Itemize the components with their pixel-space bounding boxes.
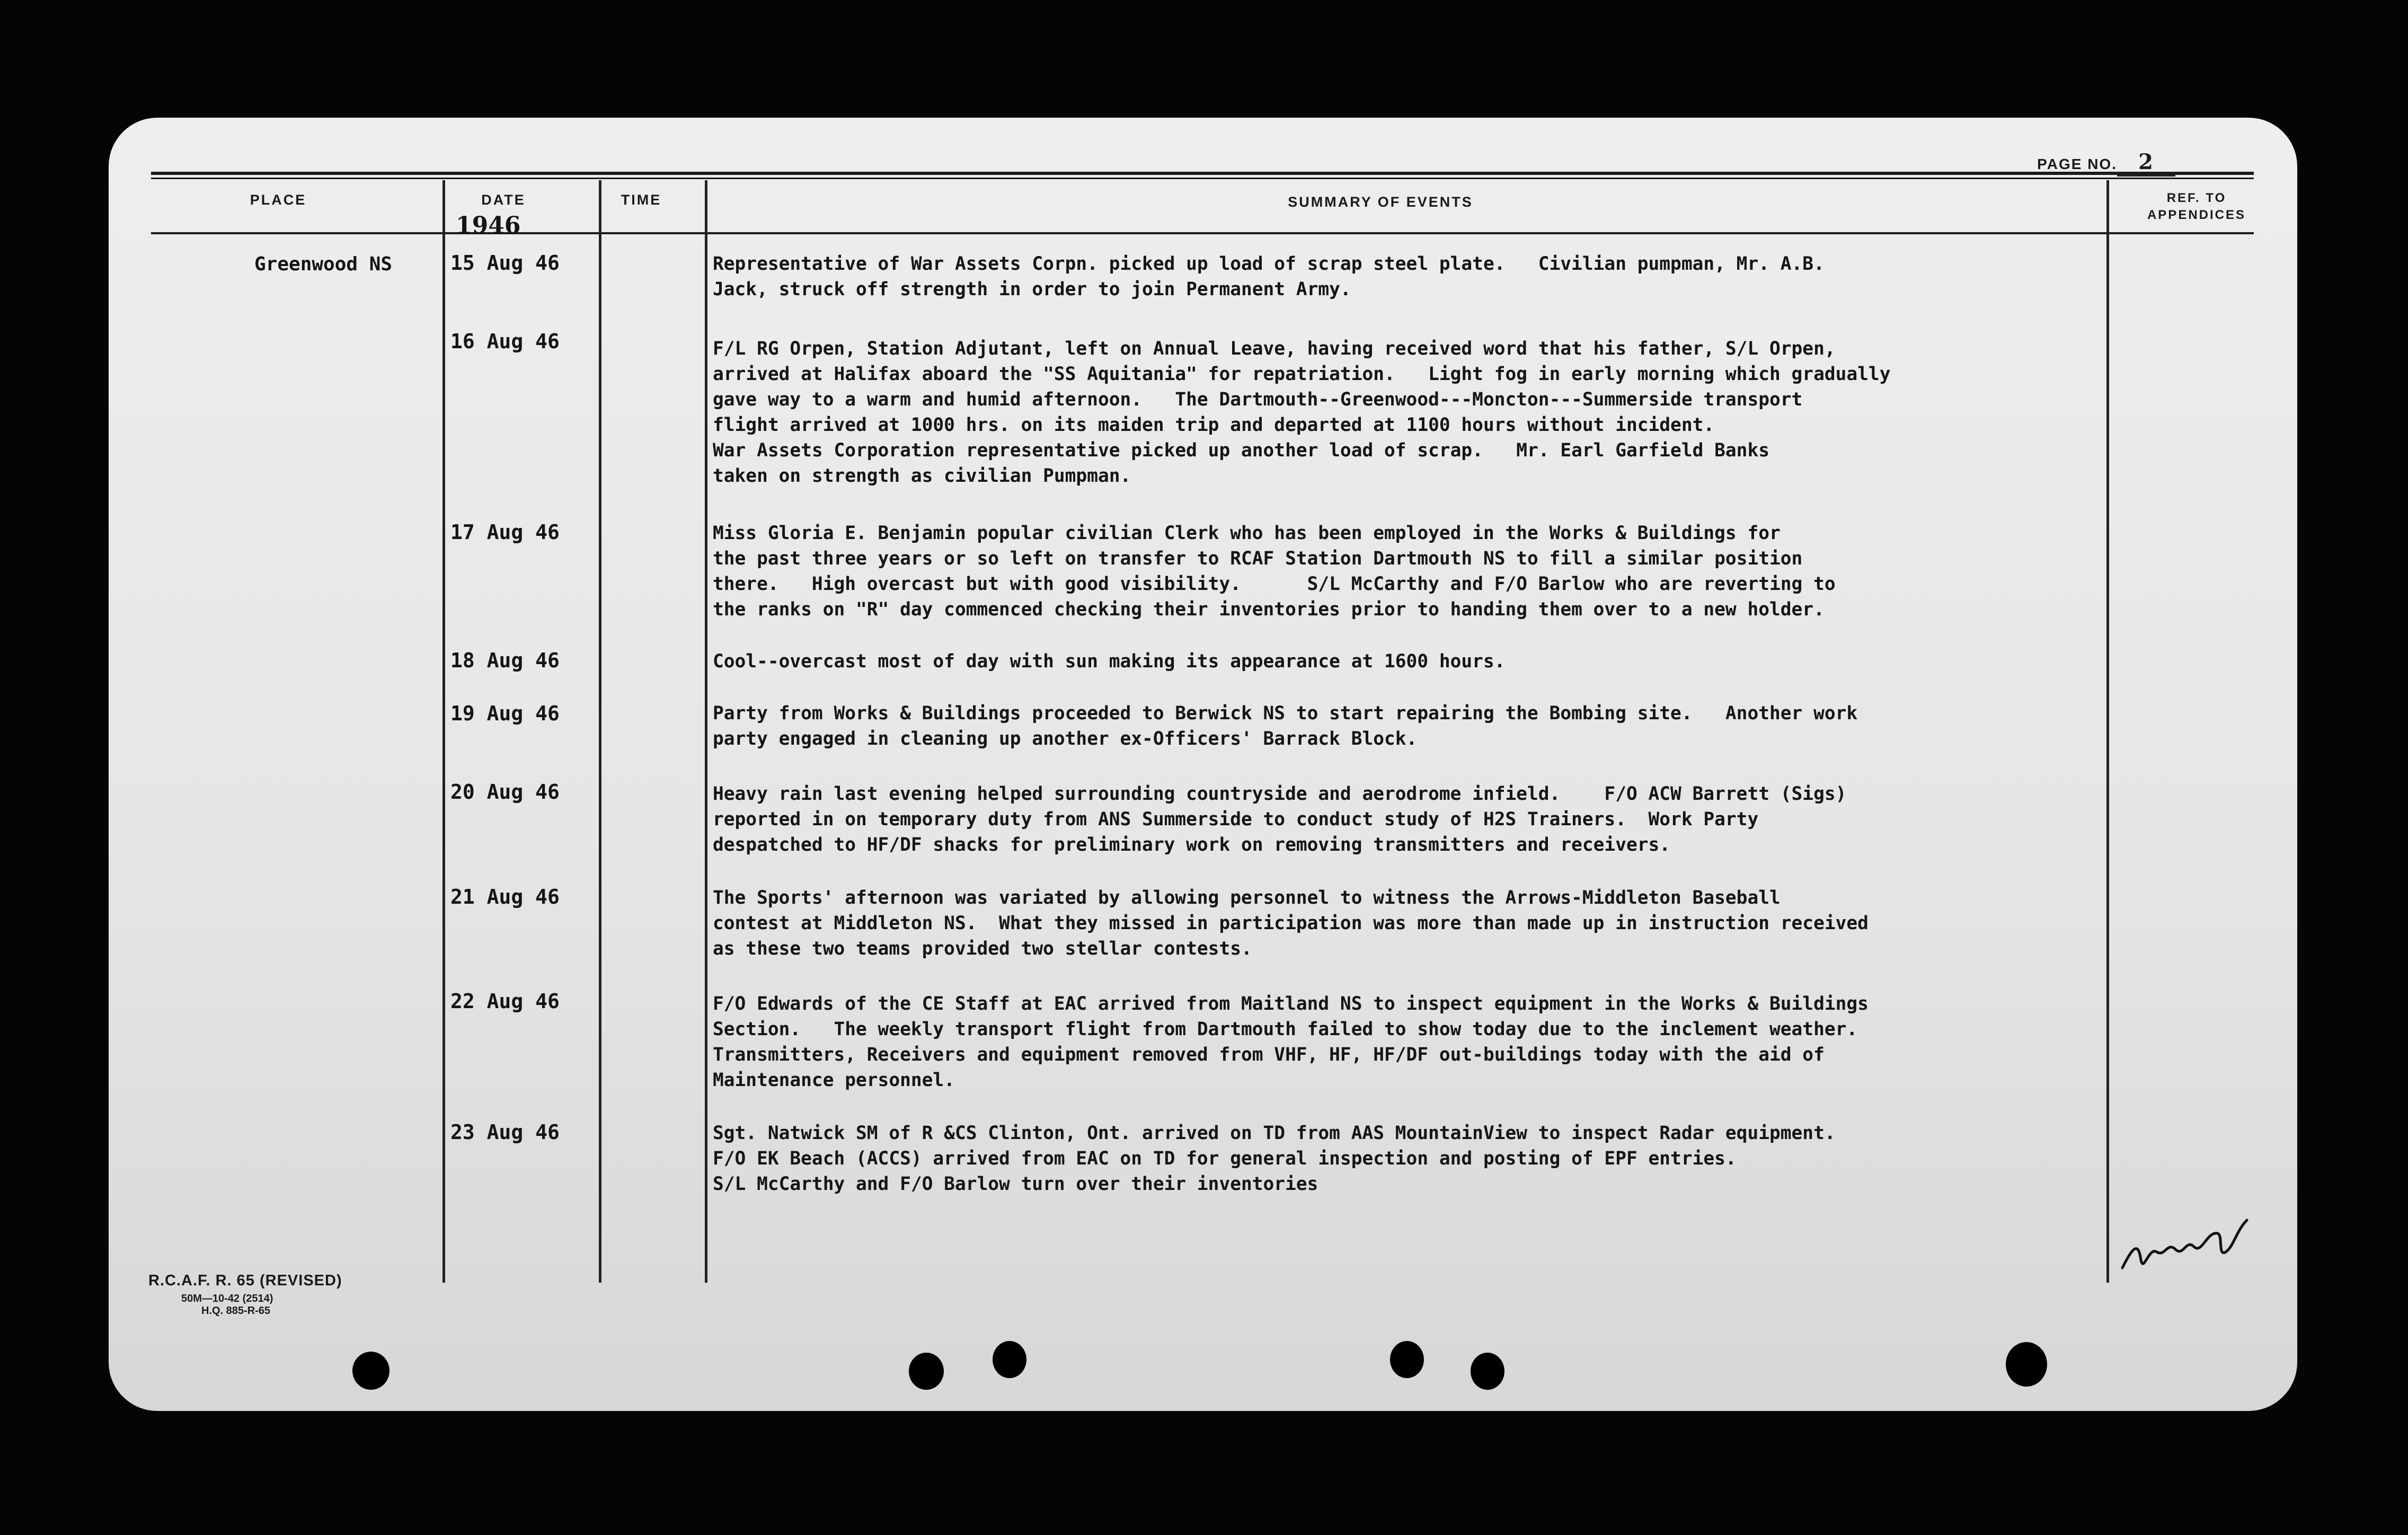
summary-line: F/O EK Beach (ACCS) arrived from EAC on TD for general inspection and posting of EPF entries. [713,1148,1737,1169]
entry-summary [713,521,2265,622]
place-value: Greenwood NS [254,253,393,275]
column-header-ref [2117,190,2276,224]
summary-line: Representative of War Assets Corpn. picked up load of scrap steel plate. Civilian pumpman, Mr. A.B. [713,253,1825,275]
entry-summary [713,885,2265,961]
summary-line: reported in on temporary duty from ANS Summerside to conduct study of H2S Trainers. Work Party [713,809,1759,830]
form-hq-line: H.Q. 885-R-65 [201,1305,271,1317]
punch-hole [993,1341,1026,1378]
summary-line: the past three years or so left on transfer to RCAF Station Dartmouth NS to fill a similar position [713,548,1803,569]
column-header-time: TIME [621,192,662,208]
summary-line: Jack, struck off strength in order to join Permanent Army. [713,279,1351,300]
summary-line: there. High overcast but with good visibility. S/L McCarthy and F/O Barlow who are reverting to [713,574,1836,595]
entry-summary [713,991,2265,1093]
entry-date: 23 Aug 46 [450,1121,560,1144]
punch-hole [352,1352,389,1390]
form-print-line: 50M—10-42 (2514) [181,1293,273,1304]
entry-date: 15 Aug 46 [450,251,560,275]
column-header-place: PLACE [250,192,307,208]
column-header-summary: SUMMARY OF EVENTS [1288,194,1473,210]
page-number-value: 2 [2117,149,2175,177]
year-label: 1946 [456,212,521,239]
form-footer [148,1272,342,1317]
ref-line-2: APPENDICES [2147,208,2246,222]
entry-summary [713,251,2265,302]
entry-date: 20 Aug 46 [450,780,560,804]
handwritten-initials [2117,1210,2255,1284]
ref-line-1: REF. TO [2166,191,2227,205]
summary-line: Transmitters, Receivers and equipment removed from VHF, HF, HF/DF out-buildings today with the aid of [713,1044,1825,1065]
summary-line: despatched to HF/DF shacks for preliminary work on removing transmitters and receivers. [713,834,1671,855]
summary-line: War Assets Corporation representative picked up another load of scrap. Mr. Earl Garfield Banks [713,440,1769,461]
summary-line: F/O Edwards of the CE Staff at EAC arrived from Maitland NS to inspect equipment in the Works & Buildings [713,993,1869,1014]
summary-line: The Sports' afternoon was variated by allowing personnel to witness the Arrows-Middleton Baseball [713,887,1781,908]
summary-line: Section. The weekly transport flight from Dartmouth failed to show today due to the inclement weather. [713,1019,1858,1040]
entry-date: 22 Aug 46 [450,990,560,1013]
entry-summary [713,781,2265,858]
top-rule-2 [151,178,2254,179]
summary-line: Maintenance personnel. [713,1070,955,1091]
entry-summary [713,1121,2265,1197]
summary-line: party engaged in cleaning up another ex-Officers' Barrack Block. [713,728,1418,749]
summary-line: Heavy rain last evening helped surrounding countryside and aerodrome infield. F/O ACW Barrett (Sigs) [713,783,1847,805]
divider-time-summary [705,180,707,1283]
entry-date: 21 Aug 46 [450,885,560,908]
summary-line: F/L RG Orpen, Station Adjutant, left on Annual Leave, having received word that his father, S/L Orpen, [713,338,1836,359]
summary-line: as these two teams provided two stellar contests. [713,938,1252,959]
divider-place-date [442,180,445,1283]
punch-hole [1471,1353,1504,1390]
top-rule [151,172,2254,175]
punch-hole [909,1353,944,1390]
summary-line: the ranks on "R" day commenced checking their inventories prior to handing them over to a new holder. [713,599,1825,620]
summary-line: flight arrived at 1000 hrs. on its maiden trip and departed at 1100 hours without incident. [713,414,1715,436]
entry-date: 16 Aug 46 [450,330,560,353]
summary-line: S/L McCarthy and F/O Barlow turn over their inventories [713,1174,1318,1195]
divider-date-time [599,180,601,1283]
summary-line: arrived at Halifax aboard the "SS Aquitania" for repatriation. Light fog in early morning which gradually [713,364,1891,385]
entry-date: 18 Aug 46 [450,649,560,672]
summary-line: Sgt. Natwick SM of R &CS Clinton, Ont. arrived on TD from AAS MountainView to inspect Radar equipment. [713,1123,1836,1144]
punch-hole [2006,1342,2047,1387]
summary-line: Party from Works & Buildings proceeded to Berwick NS to start repairing the Bombing site. Another work [713,703,1858,724]
page-number-label: PAGE NO. [2037,156,2117,172]
form-card [109,118,2297,1411]
entry-summary [713,701,2265,752]
summary-line: gave way to a warm and humid afternoon. The Dartmouth--Greenwood---Moncton---Summerside transport [713,389,1803,410]
summary-line: contest at Middleton NS. What they missed in participation was more than made up in instruction received [713,913,1869,934]
entry-date: 17 Aug 46 [450,521,560,544]
entry-date: 19 Aug 46 [450,702,560,725]
entry-summary [713,336,2265,489]
punch-hole [1390,1341,1424,1378]
form-number: R.C.A.F. R. 65 (REVISED) [148,1272,342,1289]
entry-summary [713,649,2265,674]
column-header-date: DATE [481,192,526,208]
summary-line: Miss Gloria E. Benjamin popular civilian Clerk who has been employed in the Works & Buildings for [713,523,1781,544]
summary-line: taken on strength as civilian Pumpman. [713,465,1131,487]
summary-line: Cool--overcast most of day with sun making its appearance at 1600 hours. [713,651,1506,672]
